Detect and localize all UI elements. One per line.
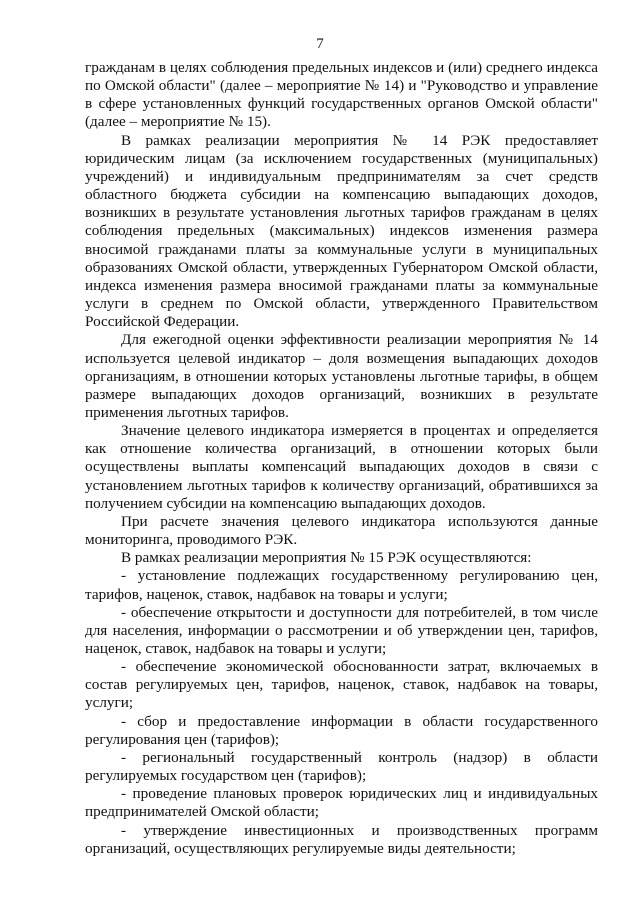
document-body: [85, 59, 598, 858]
paragraph: В рамках реализации мероприятия № 15 РЭК осуществляются:: [121, 549, 532, 567]
paragraph: Для ежегодной оценки эффективности реализации мероприятия № 14 используется целевой индикатор – доля возмещения выпадающих доходов организациям, в отношении которых установлены льготные тарифы, в общем размере выпадающих доходов организаций, возникших в результате применения льготных тарифов.: [85, 331, 598, 421]
list-item: - обеспечение экономической обоснованности затрат, включаемых в состав регулируемых цен, тарифов, наценок, ставок, надбавок на товары, услуги;: [85, 658, 598, 712]
paragraph: гражданам в целях соблюдения предельных индексов и (или) среднего индекса по Омской области" (далее – мероприятие № 14) и "Руководство и управление в сфере установленных функций государственных органов Омской области" (далее – мероприятие № 15).: [85, 59, 598, 131]
list-item: - установление подлежащих государственному регулированию цен, тарифов, наценок, ставок, надбавок на товары и услуги;: [85, 567, 598, 603]
list-item: - обеспечение открытости и доступности для потребителей, в том числе для населения, информации о рассмотрении и об утверждении цен, тарифов, наценок, ставок, надбавок на товары и услуги;: [85, 603, 598, 657]
list-item: - сбор и предоставление информации в области государственного регулирования цен (тарифов);: [85, 712, 598, 748]
list-item: - региональный государственный контроль (надзор) в области регулируемых государством цен (тарифов);: [85, 748, 598, 785]
page-number: 7: [316, 36, 324, 52]
list-item: - утверждение инвестиционных и производственных программ организаций, осуществляющих регулируемые виды деятельности;: [85, 821, 598, 857]
paragraph: При расчете значения целевого индикатора используются данные мониторинга, проводимого РЭК.: [85, 512, 598, 549]
paragraph: Значение целевого индикатора измеряется в процентах и определяется как отношение количества организаций, в отношении которых были осуществлены выплаты компенсаций выпадающих доходов в связи с установлением льготных тарифов к количеству организаций, обратившихся за получением субсидии на компенсацию выпадающих доходов.: [85, 422, 598, 512]
paragraph: В рамках реализации мероприятия № 14 РЭК предоставляет юридическим лицам (за исключением государственных (муниципальных) учреждений) и индивидуальным предпринимателям за счет средств областного бюджета субсидии на компенсацию выпадающих доходов, возникших в результате установления льготных тарифов гражданам в целях соблюдения предельных (максимальных) индексов изменения размера вносимой гражданами платы за коммунальные услуги в муниципальных образованиях Омской области, утвержденных Губернатором Омской области, индекса изменения размера вносимой гражданами платы за коммунальные услуги в среднем по Омской области, утвержденного Правительством Российской Федерации.: [85, 131, 598, 331]
list-item: - проведение плановых проверок юридических лиц и индивидуальных предпринимателей Омской области;: [85, 785, 598, 821]
